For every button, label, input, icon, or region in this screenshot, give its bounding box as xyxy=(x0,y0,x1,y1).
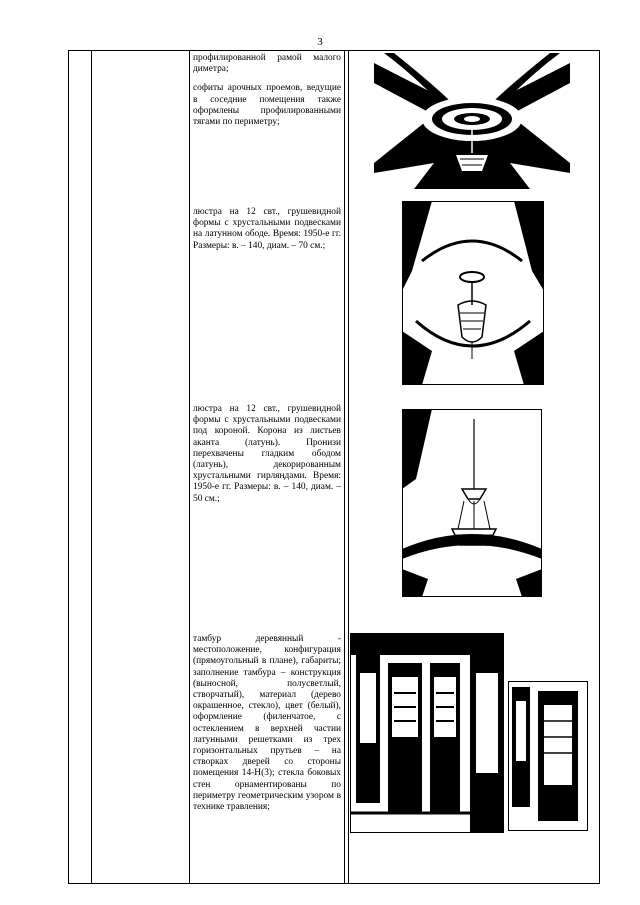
entry-paragraph: тамбур деревянный - местоположение, конфигурация (прямоугольный в плане), габариты; заполнение тамбура – конструкция (выносной, полусветлый, створчатый), материал (дерево окрашенное, стекло), цвет (белый), оформление (филенчатое, с остеклением в верхней частии латунными решетками из трех горизонтальных прутьев – на створках дверей со стороны помещения 14-Н(3); стекла боковых стен орнаментированы по периметру геометрическим узором в технике травления; xyxy=(193,634,341,813)
entry-paragraph: софиты арочных проемов, ведущие в соседние помещения также оформлены профилированными тягами по периметру; xyxy=(193,83,341,128)
pear-chandelier-photo xyxy=(402,201,544,385)
column-divider xyxy=(344,51,345,883)
document-table xyxy=(68,50,600,884)
crowned-chandelier-photo xyxy=(402,409,542,597)
vestibule-photo xyxy=(350,633,504,833)
entry-text-4 xyxy=(193,634,341,813)
entry-paragraph: люстра на 12 свт., грушевидной формы с хрустальными подвесками на латунном ободе. Время: 1950-е гг. Размеры: в. – 140, диам. – 70 см.; xyxy=(193,207,341,251)
column-divider xyxy=(91,51,92,883)
column-divider xyxy=(189,51,190,883)
vestibule-side-photo xyxy=(508,681,588,831)
column-divider xyxy=(348,51,349,883)
entry-paragraph: люстра на 12 свт., грушевидной формы с хрустальными подвесками под короной. Корона из листьев аканта (латунь). Пронизи перехвачены гладким ободом (латунь), декорированным хрустальными гирляндами. Время: 1950-е гг. Размеры: в. – 140, диам. – 50 см.; xyxy=(193,404,341,504)
entry-text-1 xyxy=(193,53,341,128)
entry-text-2 xyxy=(193,207,341,252)
page-number: 3 xyxy=(317,36,323,48)
entry-text-3 xyxy=(193,404,341,505)
ceiling-chandelier-photo xyxy=(374,53,570,189)
entry-paragraph: профилированной рамой малого диметра; xyxy=(193,53,341,75)
